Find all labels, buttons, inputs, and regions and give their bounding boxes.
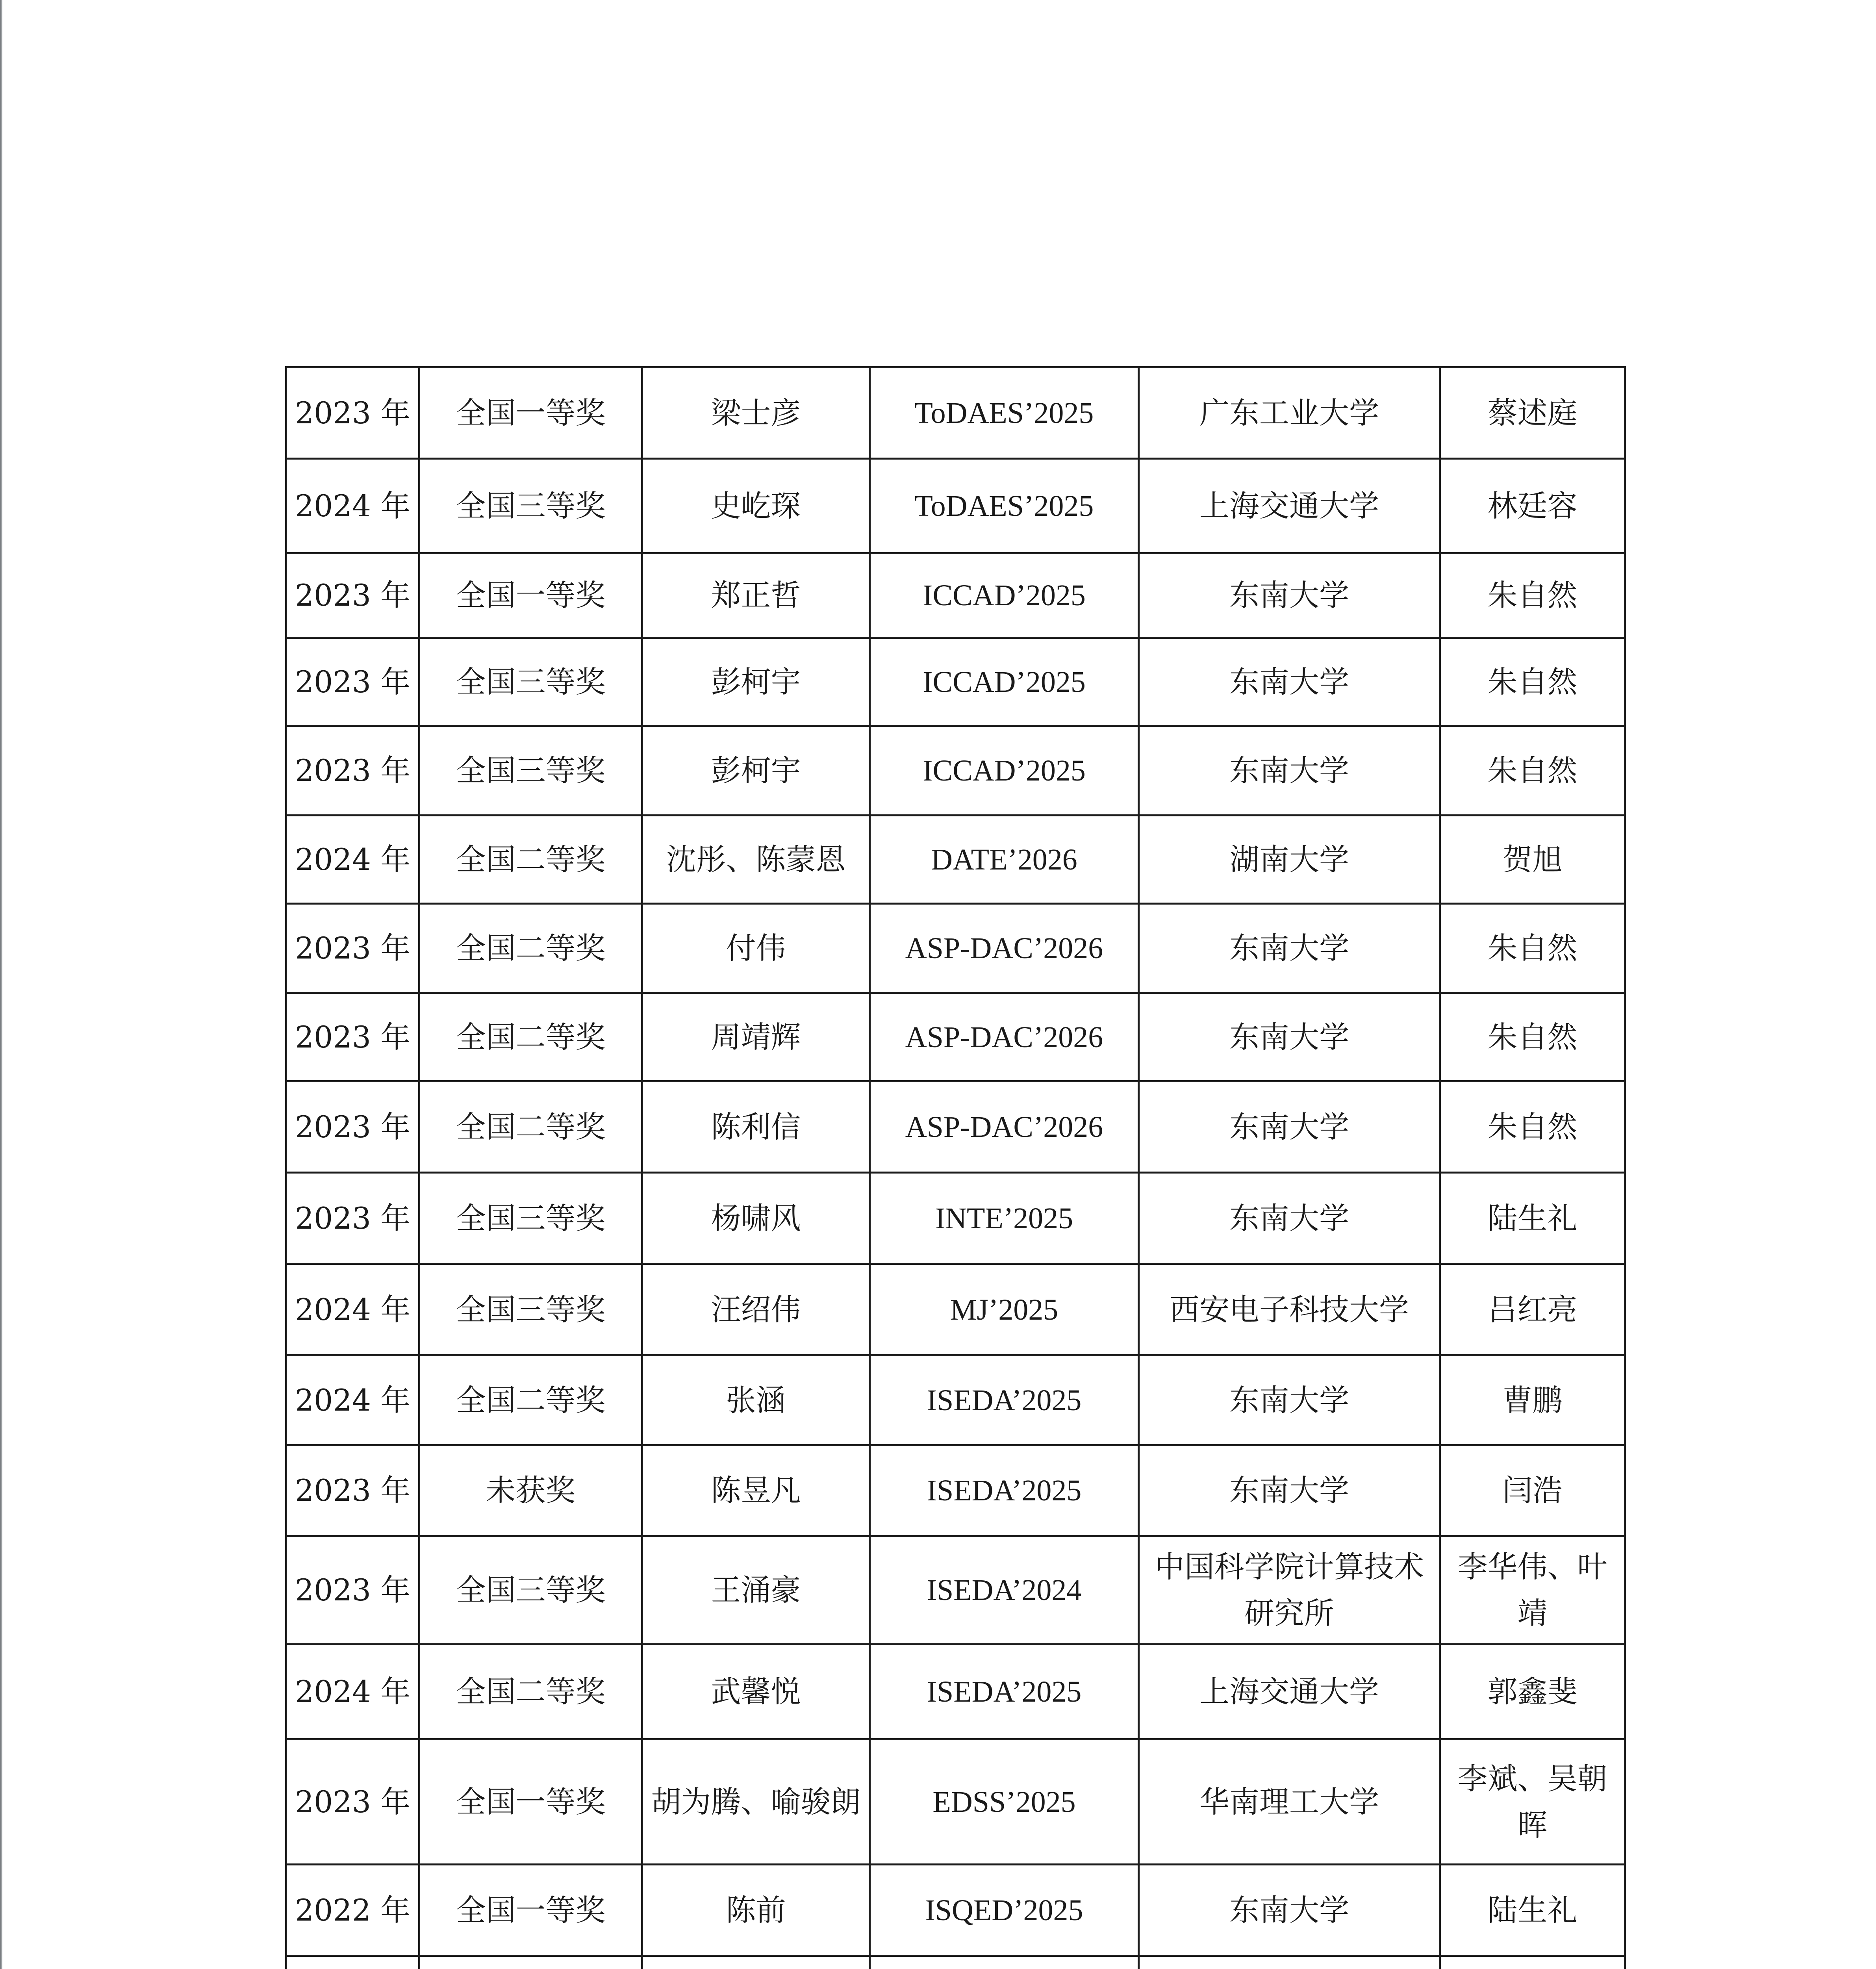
advisor-cell — [1440, 1956, 1625, 1969]
student-cell: 付伟 — [642, 904, 870, 993]
venue-cell: ASP-DAC’2026 — [870, 1081, 1139, 1173]
advisor-cell: 陆生礼 — [1440, 1865, 1625, 1956]
year-cell — [286, 1956, 419, 1969]
student-cell: 梁士彦 — [642, 367, 870, 459]
year-cell: 2023 年 — [286, 1173, 419, 1264]
advisor-cell: 闫浩 — [1440, 1445, 1625, 1536]
award-cell: 未获奖 — [419, 1445, 642, 1536]
student-cell: 王涌豪 — [642, 1536, 870, 1645]
student-cell: 沈彤、陈蒙恩 — [642, 816, 870, 904]
venue-cell: ICCAD’2025 — [870, 726, 1139, 816]
institution-cell: 东南大学 — [1139, 1445, 1440, 1536]
award-cell: 全国二等奖 — [419, 1081, 642, 1173]
table-row — [286, 1264, 1625, 1355]
institution-cell: 东南大学 — [1139, 1865, 1440, 1956]
table-row — [286, 993, 1625, 1081]
table-row — [286, 367, 1625, 459]
advisor-cell: 蔡述庭 — [1440, 367, 1625, 459]
student-cell: 陈昱凡 — [642, 1445, 870, 1536]
institution-cell: 东南大学 — [1139, 1355, 1440, 1445]
venue-cell — [870, 1956, 1139, 1969]
venue-cell: EDSS’2025 — [870, 1739, 1139, 1865]
year-cell: 2023 年 — [286, 1739, 419, 1865]
awards-table-body — [286, 367, 1625, 1969]
year-cell: 2024 年 — [286, 1645, 419, 1739]
venue-cell: ICCAD’2025 — [870, 638, 1139, 726]
advisor-cell: 李斌、吴朝晖 — [1440, 1739, 1625, 1865]
award-cell: 全国一等奖 — [419, 553, 642, 638]
institution-cell — [1139, 1956, 1440, 1969]
venue-cell: MJ’2025 — [870, 1264, 1139, 1355]
year-cell: 2023 年 — [286, 1536, 419, 1645]
advisor-cell: 朱自然 — [1440, 1081, 1625, 1173]
institution-cell: 东南大学 — [1139, 993, 1440, 1081]
student-cell: 彭柯宇 — [642, 726, 870, 816]
table-row — [286, 726, 1625, 816]
award-cell: 全国二等奖 — [419, 1645, 642, 1739]
table-row — [286, 1865, 1625, 1956]
institution-cell: 东南大学 — [1139, 1173, 1440, 1264]
table-row — [286, 459, 1625, 553]
venue-cell: ISEDA’2025 — [870, 1355, 1139, 1445]
year-cell: 2023 年 — [286, 638, 419, 726]
advisor-cell: 李华伟、叶靖 — [1440, 1536, 1625, 1645]
year-cell: 2023 年 — [286, 1081, 419, 1173]
student-cell: 陈利信 — [642, 1081, 870, 1173]
year-cell: 2023 年 — [286, 1445, 419, 1536]
table-row — [286, 1081, 1625, 1173]
institution-cell: 东南大学 — [1139, 726, 1440, 816]
award-cell: 全国三等奖 — [419, 459, 642, 553]
table-row — [286, 638, 1625, 726]
advisor-cell: 林廷容 — [1440, 459, 1625, 553]
venue-cell: INTE’2025 — [870, 1173, 1139, 1264]
award-cell: 全国二等奖 — [419, 993, 642, 1081]
advisor-cell: 吕红亮 — [1440, 1264, 1625, 1355]
table-row — [286, 816, 1625, 904]
institution-cell: 东南大学 — [1139, 904, 1440, 993]
advisor-cell: 朱自然 — [1440, 638, 1625, 726]
student-cell: 张涵 — [642, 1355, 870, 1445]
institution-cell: 上海交通大学 — [1139, 1645, 1440, 1739]
year-cell: 2024 年 — [286, 1264, 419, 1355]
venue-cell: ToDAES’2025 — [870, 367, 1139, 459]
student-cell: 史屹琛 — [642, 459, 870, 553]
year-cell: 2024 年 — [286, 816, 419, 904]
year-cell: 2023 年 — [286, 993, 419, 1081]
student-cell: 陈前 — [642, 1865, 870, 1956]
year-cell: 2023 年 — [286, 904, 419, 993]
student-cell: 彭柯宇 — [642, 638, 870, 726]
venue-cell: ISEDA’2025 — [870, 1445, 1139, 1536]
advisor-cell: 贺旭 — [1440, 816, 1625, 904]
institution-cell: 西安电子科技大学 — [1139, 1264, 1440, 1355]
institution-cell: 上海交通大学 — [1139, 459, 1440, 553]
student-cell: 汪绍伟 — [642, 1264, 870, 1355]
venue-cell: ASP-DAC’2026 — [870, 993, 1139, 1081]
venue-cell: DATE’2026 — [870, 816, 1139, 904]
institution-cell: 中国科学院计算技术研究所 — [1139, 1536, 1440, 1645]
year-cell: 2022 年 — [286, 1865, 419, 1956]
table-row — [286, 1956, 1625, 1969]
table-row — [286, 1739, 1625, 1865]
table-row — [286, 1536, 1625, 1645]
award-cell: 全国三等奖 — [419, 1264, 642, 1355]
venue-cell: ISQED’2025 — [870, 1865, 1139, 1956]
venue-cell: ISEDA’2025 — [870, 1645, 1139, 1739]
award-cell: 全国二等奖 — [419, 904, 642, 993]
student-cell: 郑正哲 — [642, 553, 870, 638]
institution-cell: 东南大学 — [1139, 638, 1440, 726]
institution-cell: 华南理工大学 — [1139, 1739, 1440, 1865]
advisor-cell: 朱自然 — [1440, 553, 1625, 638]
award-cell: 全国三等奖 — [419, 1536, 642, 1645]
advisor-cell: 朱自然 — [1440, 726, 1625, 816]
year-cell: 2024 年 — [286, 1355, 419, 1445]
table-row — [286, 904, 1625, 993]
award-cell: 全国三等奖 — [419, 726, 642, 816]
award-cell: 全国一等奖 — [419, 367, 642, 459]
year-cell: 2023 年 — [286, 553, 419, 638]
institution-cell: 东南大学 — [1139, 553, 1440, 638]
year-cell: 2024 年 — [286, 459, 419, 553]
venue-cell: ICCAD’2025 — [870, 553, 1139, 638]
table-row — [286, 1355, 1625, 1445]
award-cell: 全国二等奖 — [419, 1355, 642, 1445]
award-cell: 全国二等奖 — [419, 816, 642, 904]
award-cell: 全国一等奖 — [419, 1865, 642, 1956]
student-cell: 胡为腾、喻骏朗 — [642, 1739, 870, 1865]
award-cell — [419, 1956, 642, 1969]
award-cell: 全国三等奖 — [419, 1173, 642, 1264]
advisor-cell: 曹鹏 — [1440, 1355, 1625, 1445]
table-row — [286, 1173, 1625, 1264]
table-row — [286, 553, 1625, 638]
year-cell: 2023 年 — [286, 367, 419, 459]
award-cell: 全国三等奖 — [419, 638, 642, 726]
year-cell: 2023 年 — [286, 726, 419, 816]
student-cell: 武馨悦 — [642, 1645, 870, 1739]
advisor-cell: 朱自然 — [1440, 904, 1625, 993]
table-row — [286, 1445, 1625, 1536]
institution-cell: 广东工业大学 — [1139, 367, 1440, 459]
institution-cell: 湖南大学 — [1139, 816, 1440, 904]
advisor-cell: 郭鑫斐 — [1440, 1645, 1625, 1739]
student-cell — [642, 1956, 870, 1969]
awards-table — [285, 366, 1626, 1969]
venue-cell: ToDAES’2025 — [870, 459, 1139, 553]
venue-cell: ISEDA’2024 — [870, 1536, 1139, 1645]
award-cell: 全国一等奖 — [419, 1739, 642, 1865]
student-cell: 杨啸风 — [642, 1173, 870, 1264]
advisor-cell: 陆生礼 — [1440, 1173, 1625, 1264]
institution-cell: 东南大学 — [1139, 1081, 1440, 1173]
student-cell: 周靖辉 — [642, 993, 870, 1081]
venue-cell: ASP-DAC’2026 — [870, 904, 1139, 993]
table-row — [286, 1645, 1625, 1739]
advisor-cell: 朱自然 — [1440, 993, 1625, 1081]
scan-edge-shadow — [0, 0, 2, 1969]
